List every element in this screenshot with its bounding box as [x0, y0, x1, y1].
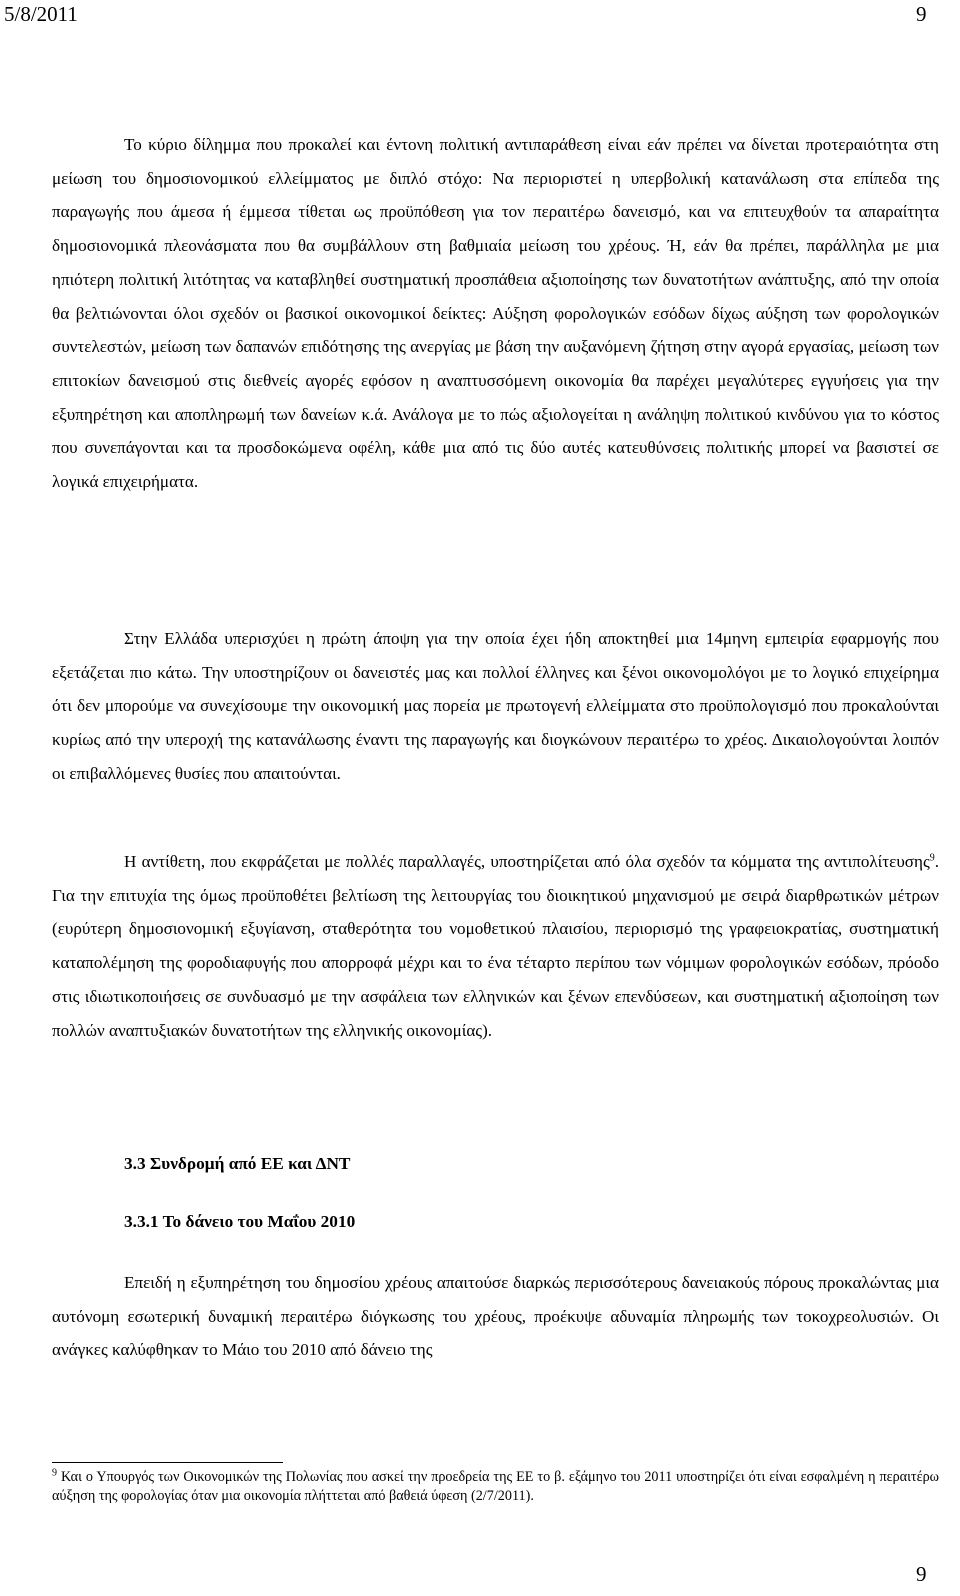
paragraph-may-loan [52, 1266, 939, 1367]
footnote [52, 1468, 939, 1507]
paragraph-greece-view-text: Στην Ελλάδα υπερισχύει η πρώτη άποψη για την οποία έχει ήδη αποκτηθεί μια 14μηνη εμπειρία εφαρμογής που εξετάζεται πιο κάτω. Την υποστηρίζουν οι δανειστές μας και πολλοί έλληνες και ξένοι οικονομολόγοι με το λογικό επιχείρημα ότι δεν μπορούμε να συνεχίσουμε την οικονομική μας πορεία με πρωτογενή ελλείμματα στο προϋπολογισμό που προκαλούνται κυρίως από την υπεροχή της κατανάλωσης έναντι της παραγωγής και διογκώνουν περαιτέρω το χρέος. Δικαιολογούνται λοιπόν οι επιβαλλόμενες θυσίες που απαιτούνται. [52, 629, 939, 783]
paragraph-opposition-part1: Η αντίθετη, που εκφράζεται με πολλές παραλλαγές, υποστηρίζεται από όλα σχεδόν τα κόμματα της αντιπολίτευσης [124, 852, 930, 871]
paragraph-opposition-part2: . Για την επιτυχία της όμως προϋποθέτει βελτίωση της λειτουργίας του διοικητικού μηχανισμού με σειρά διαρθρωτικών μέτρων (ευρύτερη δημοσιονομική εξυγίανση, σταθερότητα του νομοθετικού πλαισίου, περιορισμό της γραφειοκρατίας, συστηματική καταπολέμηση της φοροδιαφυγής που απορροφά μέχρι και το ένα τέταρτο περίπου των νόμιμων φορολογικών εσόδων, πρόοδο στις ιδιωτικοποιήσεις σε συνδυασμό με την ασφάλεια των ελληνικών και ξένων επενδύσεων, και συστηματική αξιοποίηση των πολλών αναπτυξιακών δυνατοτήτων της ελληνικής οικονομίας). [52, 852, 939, 1040]
paragraph-dilemma-part1: Το κύριο δίλημμα που προκαλεί και έντονη πολιτική αντιπαράθεση είναι εάν πρέπει να δίνεται προτεραιότητα στη μείωση του δημοσιονομικού ελλείμματος με διπλό στόχο: Να περιοριστεί η υπερβολική κατανάλωση στα επίπεδα της παραγωγής που άμεσα ή έμμεσα τίθεται ως προϋπόθεση για τον περαιτέρω δανεισμό, και να επιτευχθούν τα απαραίτητα δημοσιονομικά πλεονάσματα που θα συμβάλλουν στη βαθμιαία μείωση του χρέους. [52, 135, 939, 256]
footnote-text: Και ο Υπουργός των Οικονομικών της Πολωνίας που ασκεί την προεδρεία της ΕΕ το β. εξάμηνο του 2011 υποστηρίζει ότι είναι εσφαλμένη η περαιτέρω αύξηση της φορολογίας όταν μια οικονομία πλήττεται από βαθειά ύφεση (2/7/2011). [52, 1469, 939, 1505]
header-page-number: 9 [916, 2, 927, 26]
section-heading: 3.3 Συνδρομή από ΕΕ και ΔΝΤ [124, 1154, 351, 1173]
footnote-separator [52, 1462, 283, 1463]
paragraph-may-loan-text: Επειδή η εξυπηρέτηση του δημοσίου χρέους απαιτούσε διαρκώς περισσότερους δανειακούς πόρους προκαλώντας μια αυτόνομη εσωτερική δυναμική περαιτέρω διόγκωσης του χρέους, προέκυψε αδυναμία πληρωμής των τοκοχρεολυσιών. Οι ανάγκες καλύφθηκαν το Μάιο του 2010 από δάνειο της [52, 1273, 939, 1360]
paragraph-dilemma-part2: Ή, εάν θα πρέπει, παράλληλα με μια ηπιότερη πολιτική λιτότητας να καταβληθεί συστηματική προσπάθεια αξιοποίησης των δυνατοτήτων ανάπτυξης, από την οποία θα βελτιώνονται όλοι σχεδόν οι βασικοί οικονομικοί δείκτες: Αύξηση φορολογικών εσόδων δίχως αύξηση των φορολογικών συντελεστών, μείωση των δαπανών επιδότησης της ανεργίας με βάση την αυξανόμενη ζήτηση στην αγορά εργασίας, μείωση των επιτοκίων δανεισμού στις διεθνείς αγορές εφόσον η αναπτυσσόμενη οικονομία θα παρέχει μεγαλύτερες εγγυήσεις για την εξυπηρέτηση και αποπληρωμή των δανείων κ.ά. Ανάλογα με το πώς αξιολογείται η ανάληψη πολιτικού κινδύνου για το κόστος που συνεπάγονται και τα προσδοκώμενα οφέλη, κάθε μια από τις δύο αυτές κατευθύνσεις πολιτικής μπορεί να βασιστεί σε λογικά επιχειρήματα. [52, 236, 939, 492]
paragraph-opposition-view [52, 845, 939, 1047]
footer-page-number: 9 [916, 1562, 927, 1586]
paragraph-dilemma [52, 128, 939, 499]
paragraph-greece-view [52, 622, 939, 791]
footnote-number: 9 [52, 1467, 57, 1479]
footnote-ref[interactable]: 9 [929, 852, 935, 864]
header-date: 5/8/2011 [4, 2, 78, 26]
subsection-heading: 3.3.1 Το δάνειο του Μαΐου 2010 [124, 1212, 356, 1231]
